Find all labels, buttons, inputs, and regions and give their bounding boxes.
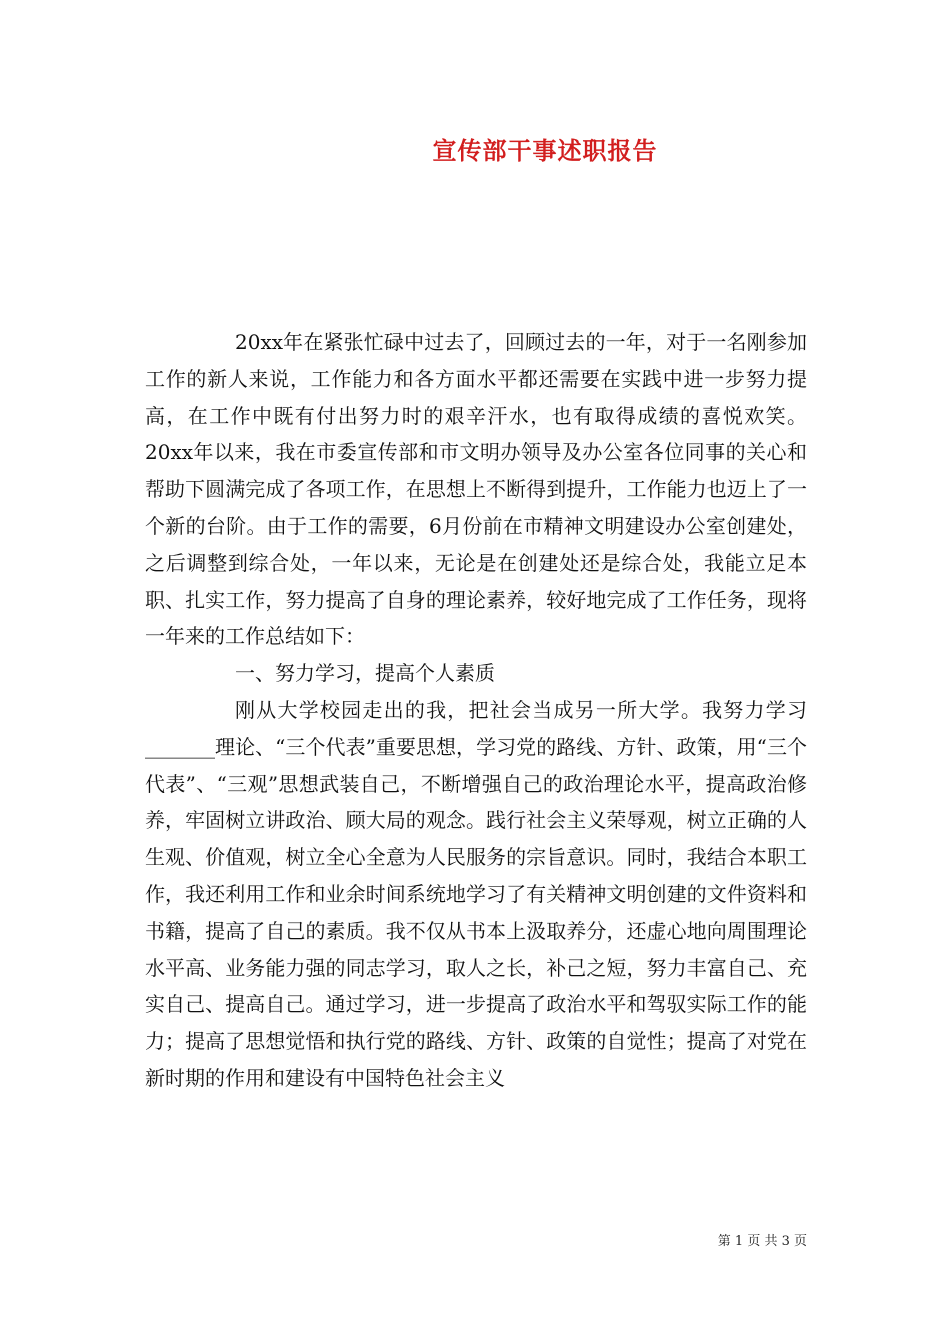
paragraph-study: 刚从大学校园走出的我，把社会当成另一所大学。我努力学习_______理论、“三个代表”重要思想，学习党的路线、方针、政策，用“三个代表”、“三观”思想武装自己，不断增强自己的政治理论水平，提高政治修养，牢固树立讲政治、顾大局的观念。践行社会主义荣辱观，树立正确的人生观、价值观，树立全心全意为人民服务的宗旨意识。同时，我结合本职工作，我还利用工作和业余时间系统地学习了有关精神文明创建的文件资料和书籍，提高了自己的素质。我不仅从书本上汲取养分，还虚心地向周围理论水平高、业务能力强的同志学习，取人之长，补己之短，努力丰富自己、充实自己、提高自己。通过学习，进一步提高了政治水平和驾驭实际工作的能力；提高了思想觉悟和执行党的路线、方针、政策的自觉性；提高了对党在新时期的作用和建设有中国特色社会主义 xyxy=(145,697,807,1090)
section-heading-1: 一、努力学习，提高个人素质 xyxy=(235,661,495,686)
page-number-footer: 第 1 页 共 3 页 xyxy=(717,1234,807,1249)
document-title: 宣传部干事述职报告 xyxy=(432,136,658,165)
document-body xyxy=(145,324,807,1097)
paragraph-intro: 20xx年在紧张忙碌中过去了，回顾过去的一年，对于一名刚参加工作的新人来说，工作能力和各方面水平都还需要在实践中进一步努力提高，在工作中既有付出努力时的艰辛汗水，也有取得成绩的喜悦欢笑。20xx年以来，我在市委宣传部和市文明办领导及办公室各位同事的关心和帮助下圆满完成了各项工作，在思想上不断得到提升，工作能力也迈上了一个新的台阶。由于工作的需要，6月份前在市精神文明建设办公室创建处，之后调整到综合处，一年以来，无论是在创建处还是综合处，我能立足本职、扎实工作，努力提高了自身的理论素养，较好地完成了工作任务，现将一年来的工作总结如下： xyxy=(145,330,807,649)
